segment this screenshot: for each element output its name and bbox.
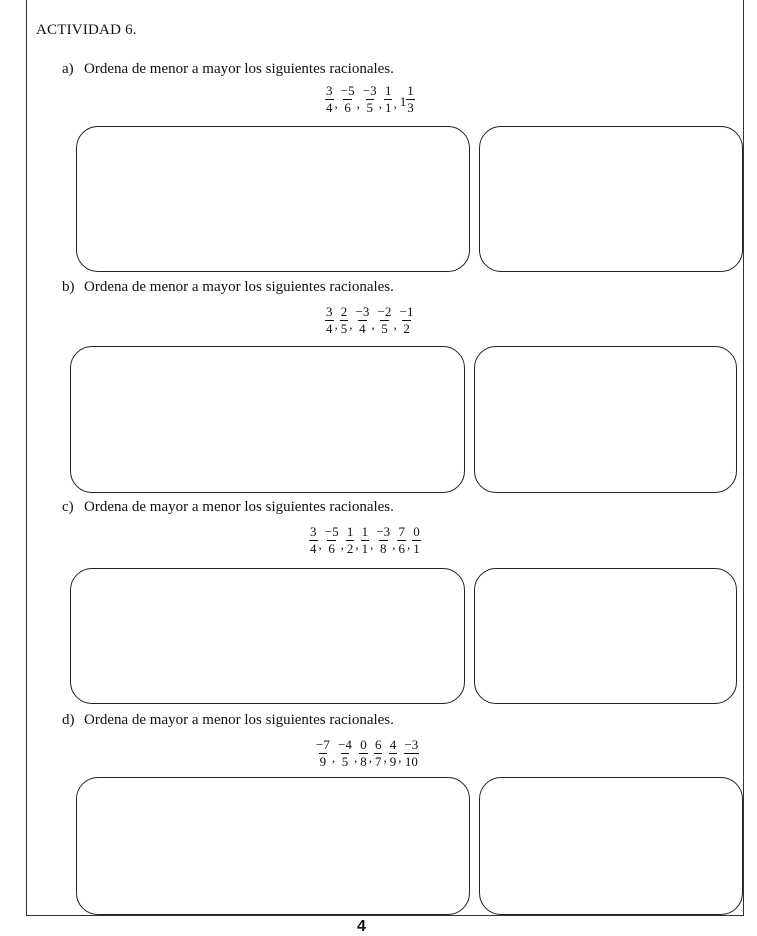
comma-separator: , xyxy=(393,316,397,332)
fraction-numerator: 2 xyxy=(340,304,348,319)
work-box-d[interactable] xyxy=(479,777,743,915)
mixed-whole-part: 1 xyxy=(399,94,407,110)
comma-separator: , xyxy=(334,316,338,332)
question-a xyxy=(62,61,394,78)
fraction-denominator: 5 xyxy=(340,320,348,336)
fraction xyxy=(355,305,371,335)
comma-separator: , xyxy=(334,95,338,111)
fraction-numerator: −1 xyxy=(399,304,414,319)
fraction-numerator: −4 xyxy=(338,737,352,752)
fraction-denominator: 10 xyxy=(404,753,418,769)
fraction-numerator: −2 xyxy=(377,304,392,319)
comma-separator: , xyxy=(368,749,372,765)
fraction-numerator: 1 xyxy=(346,524,354,539)
fraction xyxy=(325,305,334,335)
fraction-numerator: −7 xyxy=(316,737,330,752)
fraction-denominator: 4 xyxy=(310,540,317,556)
fraction xyxy=(346,525,355,555)
work-box-c[interactable] xyxy=(474,568,737,704)
fraction-denominator: 4 xyxy=(326,320,333,336)
fraction-denominator: 6 xyxy=(344,99,351,115)
fraction-numerator: 7 xyxy=(398,524,405,539)
comma-separator: , xyxy=(340,536,344,552)
comma-separator: , xyxy=(383,749,387,765)
question-letter: d) xyxy=(62,712,75,728)
fraction-list-d xyxy=(315,738,419,768)
fraction xyxy=(361,525,370,555)
fraction-numerator: 3 xyxy=(326,304,333,319)
comma-separator: , xyxy=(331,749,336,765)
answer-box-b[interactable] xyxy=(70,346,465,493)
answer-box-c[interactable] xyxy=(70,568,465,704)
question-text: Ordena de mayor a menor los siguientes racionales. xyxy=(84,712,394,728)
fraction xyxy=(324,525,340,555)
fraction-denominator: 8 xyxy=(380,540,387,556)
question-text: Ordena de menor a mayor los siguientes racionales. xyxy=(84,61,394,77)
comma-separator: , xyxy=(355,536,359,552)
fraction xyxy=(309,525,318,555)
fraction-numerator: 1 xyxy=(384,83,392,98)
work-box-b[interactable] xyxy=(474,346,737,493)
fraction-denominator: 6 xyxy=(328,540,335,556)
fraction-numerator: 6 xyxy=(374,737,382,752)
work-box-a[interactable] xyxy=(479,126,743,272)
fraction xyxy=(389,738,398,768)
answer-box-d[interactable] xyxy=(76,777,470,915)
fraction-denominator: 7 xyxy=(374,753,382,769)
fraction-denominator: 8 xyxy=(360,753,367,769)
fraction xyxy=(374,738,383,768)
fraction-numerator: 1 xyxy=(407,83,414,98)
fraction-numerator: 0 xyxy=(360,737,367,752)
fraction xyxy=(412,525,421,555)
fraction-numerator: −5 xyxy=(324,524,339,539)
fraction-denominator: 5 xyxy=(366,99,374,115)
fraction xyxy=(399,305,415,335)
fraction-numerator: −3 xyxy=(355,304,370,319)
fraction xyxy=(362,84,378,114)
comma-separator: , xyxy=(318,536,322,552)
fraction xyxy=(403,738,419,768)
fraction-numerator: −3 xyxy=(376,524,391,539)
comma-separator: , xyxy=(406,536,411,552)
question-letter: c) xyxy=(62,499,74,515)
fraction xyxy=(377,305,393,335)
question-text: Ordena de mayor a menor los siguientes racionales. xyxy=(84,499,394,515)
fraction-denominator: 5 xyxy=(381,320,388,336)
question-c xyxy=(62,499,394,516)
comma-separator: , xyxy=(353,749,358,765)
activity-title: ACTIVIDAD 6. xyxy=(36,22,137,38)
question-letter: b) xyxy=(62,279,75,295)
fraction-denominator: 4 xyxy=(326,99,333,115)
question-text: Ordena de menor a mayor los siguientes racionales. xyxy=(84,279,394,295)
fraction-denominator: 2 xyxy=(346,540,354,556)
page-number: 4 xyxy=(357,918,366,935)
fraction-denominator: 1 xyxy=(361,540,369,556)
fraction-list-a xyxy=(325,84,415,114)
fraction xyxy=(315,738,331,768)
fraction-denominator: 1 xyxy=(384,99,392,115)
fraction xyxy=(337,738,353,768)
fraction xyxy=(340,305,349,335)
fraction-denominator: 9 xyxy=(319,753,327,769)
fraction-denominator: 4 xyxy=(359,320,366,336)
fraction-list-c xyxy=(309,525,421,555)
fraction-denominator: 2 xyxy=(403,320,410,336)
fraction-denominator: 6 xyxy=(398,540,405,556)
comma-separator: , xyxy=(378,95,382,111)
fraction-denominator: 1 xyxy=(413,540,420,556)
comma-separator: , xyxy=(370,536,374,552)
comma-separator: , xyxy=(356,95,360,111)
question-b xyxy=(62,279,394,296)
comma-separator: , xyxy=(392,536,396,552)
fraction-numerator: 4 xyxy=(389,737,397,752)
fraction xyxy=(406,84,415,114)
fraction xyxy=(384,84,393,114)
comma-separator: , xyxy=(371,316,375,332)
fraction-numerator: 0 xyxy=(413,524,420,539)
fraction xyxy=(340,84,356,114)
fraction-numerator: −3 xyxy=(362,83,377,98)
fraction-numerator: 3 xyxy=(310,524,317,539)
answer-box-a[interactable] xyxy=(76,126,470,272)
fraction-numerator: −5 xyxy=(340,83,355,98)
question-d xyxy=(62,712,394,729)
fraction xyxy=(397,525,406,555)
fraction-numerator: 3 xyxy=(326,83,333,98)
fraction xyxy=(375,525,391,555)
comma-separator: , xyxy=(349,316,353,332)
fraction xyxy=(325,84,334,114)
fraction-numerator: −3 xyxy=(404,737,419,752)
comma-separator: , xyxy=(393,95,397,111)
fraction-list-b xyxy=(325,305,415,335)
fraction-denominator: 5 xyxy=(341,753,349,769)
question-letter: a) xyxy=(62,61,74,77)
fraction-denominator: 9 xyxy=(389,753,397,769)
fraction-denominator: 3 xyxy=(407,99,414,115)
comma-separator: , xyxy=(398,749,402,765)
fraction-numerator: 1 xyxy=(361,524,369,539)
fraction xyxy=(359,738,368,768)
